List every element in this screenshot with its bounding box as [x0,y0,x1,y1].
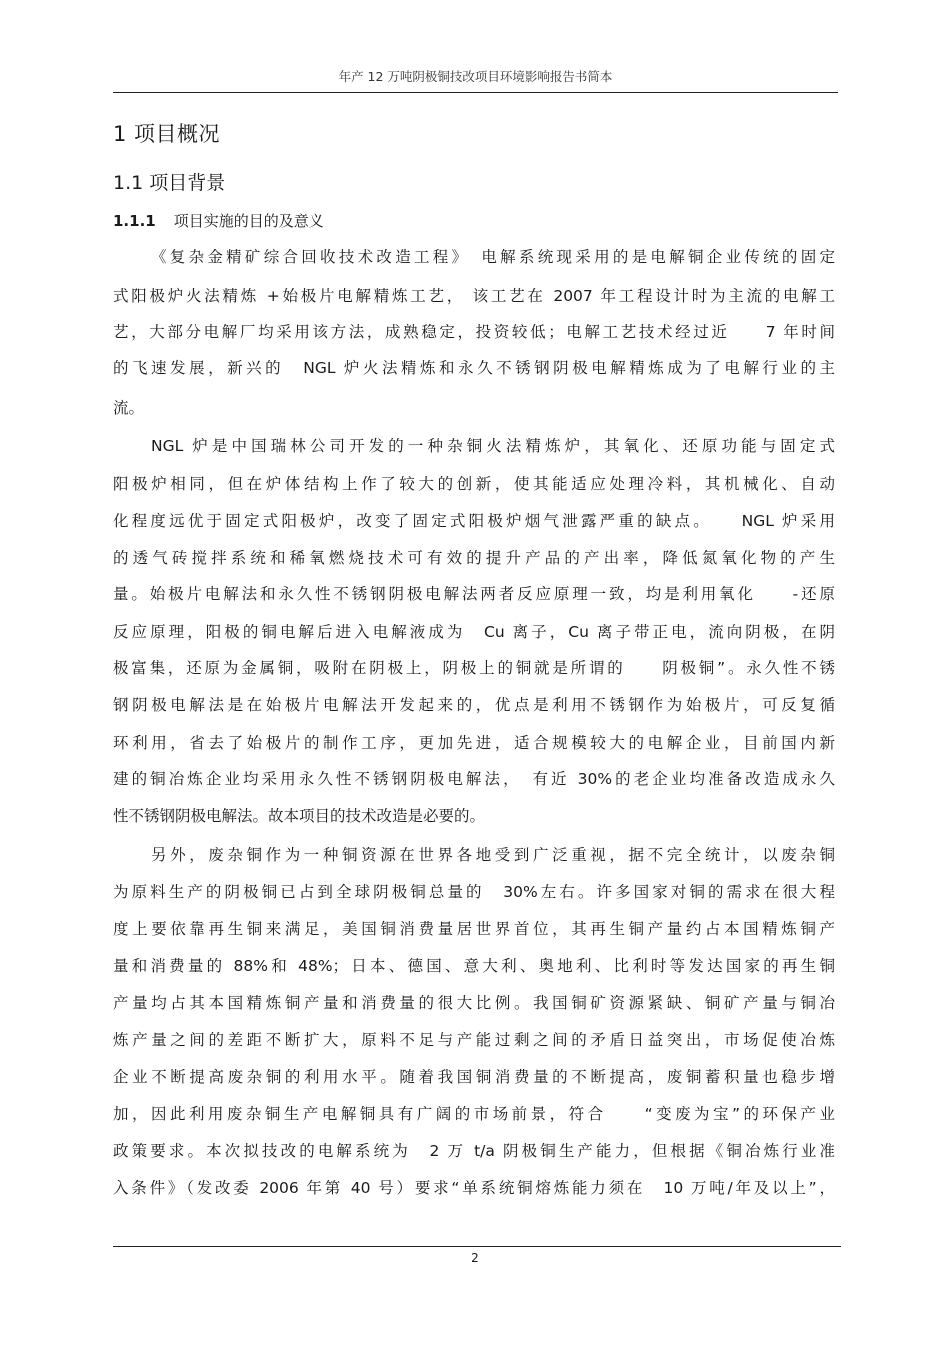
heading-title: 项目实施的目的及意义 [173,212,324,230]
paragraph-line: 量。始极片电解法和永久性不锈钢阴极电解法两者反应原理一致，均是利用氧化 -还原 [113,585,835,603]
paragraph-line: 流。 [113,399,145,417]
paragraph-line: NGL 炉是中国瑞林公司开发的一种杂铜火法精炼炉，其氧化、还原功能与固定式 [151,437,835,455]
paragraph-line: 为原料生产的阴极铜已占到全球阴极铜总量的 30%左右。许多国家对铜的需求在很大程 [113,883,835,901]
paragraph-line: 加，因此利用废杂铜生产电解铜具有广阔的市场前景，符合 “变废为宝”的环保产业 [113,1105,835,1123]
paragraph-line: 度上要依靠再生铜来满足，美国铜消费量居世界首位，其再生铜产量约占本国精炼铜产 [113,920,835,938]
paragraph-line: 产量均占其本国精炼铜产量和消费量的很大比例。我国铜矿资源紧缺、铜矿产量与铜冶 [113,994,835,1012]
section-heading-1-1-1 [113,210,324,231]
paragraph-line: 艺，大部分电解厂均采用该方法，成熟稳定，投资较低；电解工艺技术经过近 7 年时间 [113,323,835,341]
section-heading-1: 1 项目概况 [113,122,221,146]
paragraph-line: 环利用，省去了始极片的制作工序，更加先进，适合规模较大的电解企业，目前国内新 [113,734,835,752]
header-rule [113,92,838,93]
paragraph-line: 入条件》（发改委 2006 年第 40 号）要求“单系统铜熔炼能力须在 10 万吨/年及以上”， [113,1179,835,1197]
running-header: 年产 12 万吨阴极铜技改项目环境影响报告书简本 [338,69,613,84]
heading-number: 1.1.1 [113,212,156,230]
paragraph-line: 政策要求。本次拟技改的电解系统为 2 万 t/a 阴极铜生产能力，但根据《铜冶炼行业准 [113,1142,835,1160]
paragraph-line: 《复杂金精矿综合回收技术改造工程》 电解系统现采用的是电解铜企业传统的固定 [151,248,835,266]
page-number: 2 [471,1251,479,1265]
paragraph-line: 性不锈钢阴极电解法。故本项目的技术改造是必要的。 [113,807,486,825]
paragraph-line: 反应原理，阳极的铜电解后进入电解液成为 Cu 离子，Cu 离子带正电，流向阴极，在阴 [113,623,835,641]
paragraph-line: 另外，废杂铜作为一种铜资源在世界各地受到广泛重视，据不完全统计，以废杂铜 [151,846,835,864]
section-heading-1-1: 1.1 项目背景 [113,172,226,194]
paragraph-line: 企业不断提高废杂铜的利用水平。随着我国铜消费量的不断提高，废铜蓄积量也稳步增 [113,1068,835,1086]
footer-rule [113,1246,841,1247]
paragraph-line: 的透气砖搅拌系统和稀氧燃烧技术可有效的提升产品的产出率，降低氮氧化物的产生 [113,549,835,567]
paragraph-line: 阳极炉相同，但在炉体结构上作了较大的创新，使其能适应处理冷料，其机械化、自动 [113,475,835,493]
paragraph-line: 式阳极炉火法精炼 +始极片电解精炼工艺， 该工艺在 2007 年工程设计时为主流的电解工 [113,287,835,305]
paragraph-line: 钢阴极电解法是在始极片电解法开发起来的，优点是利用不锈钢作为始极片，可反复循 [113,696,835,714]
paragraph-line: 化程度远优于固定式阳极炉，改变了固定式阳极炉烟气泄露严重的缺点。 NGL 炉采用 [113,512,835,530]
paragraph-line: 建的铜冶炼企业均采用永久性不锈钢阴极电解法， 有近 30%的老企业均准备改造成永久 [113,770,835,788]
paragraph-line: 量和消费量的 88%和 48%；日本、德国、意大利、奥地利、比利时等发达国家的再生铜 [113,957,835,975]
paragraph-line: 极富集，还原为金属铜，吸附在阴极上，阴极上的铜就是所谓的 阴极铜”。永久性不锈 [113,659,835,677]
paragraph-line: 的飞速发展，新兴的 NGL 炉火法精炼和永久不锈钢阴极电解精炼成为了电解行业的主 [113,359,835,377]
paragraph-line: 炼产量之间的差距不断扩大，原料不足与产能过剩之间的矛盾日益突出，市场促使冶炼 [113,1031,835,1049]
